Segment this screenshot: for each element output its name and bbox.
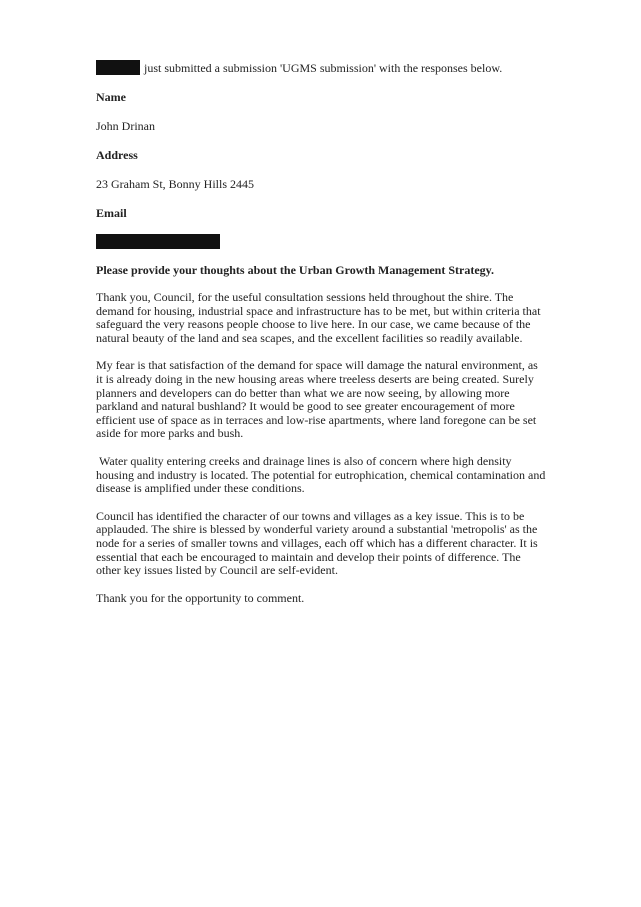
email-value bbox=[96, 234, 547, 249]
name-label: Name bbox=[96, 90, 126, 104]
redacted-sender bbox=[96, 60, 140, 75]
address-label: Address bbox=[96, 148, 138, 162]
closing-line: Thank you for the opportunity to comment. bbox=[96, 590, 305, 605]
submission-intro-text: just submitted a submission 'UGMS submission' with the responses below. bbox=[144, 61, 503, 75]
response-paragraph: Water quality entering creeks and drainage lines is also of concern where high density housing and industry is located. The potential for eutrophication, chemical contamination and disease is amplified under these conditions. bbox=[96, 453, 549, 496]
response-paragraph: Thank you, Council, for the useful consultation sessions held throughout the shire. The demand for housing, industrial space and infrastructure has to be met, but within criteria that safeguard the very reasons people choose to live here. In our case, we came because of the natural beauty of the land and sea scapes, and the excellent facilities so readily available. bbox=[96, 290, 541, 345]
question-heading: Please provide your thoughts about the Urban Growth Management Strategy. bbox=[96, 263, 495, 277]
address-value: 23 Graham St, Bonny Hills 2445 bbox=[96, 177, 254, 191]
redacted-email bbox=[96, 234, 220, 249]
response-paragraph: My fear is that satisfaction of the demand for space will damage the natural environment, as it is already doing in the new housing areas where treeless deserts are being created. Surely planners and developers can do better than what we are now seeing, by allowing more parkland and natural bushland? It would be good to see greater encouragement of more efficient use of space as in terraces and low-rise apartments, where land foregone can be set aside for more parks and bush. bbox=[96, 358, 538, 441]
response-paragraph: Council has identified the character of our towns and villages as a key issue. This is to be applauded. The shire is blessed by wonderful variety around a substantial 'metropolis' as the node for a series of smaller towns and villages, each off which has a different character. It is essential that each be encouraged to maintain and develop their points of difference. The other key issues listed by Council are self-evident. bbox=[96, 508, 538, 578]
name-value: John Drinan bbox=[96, 119, 155, 133]
email-label: Email bbox=[96, 206, 127, 220]
submission-intro bbox=[96, 60, 547, 76]
